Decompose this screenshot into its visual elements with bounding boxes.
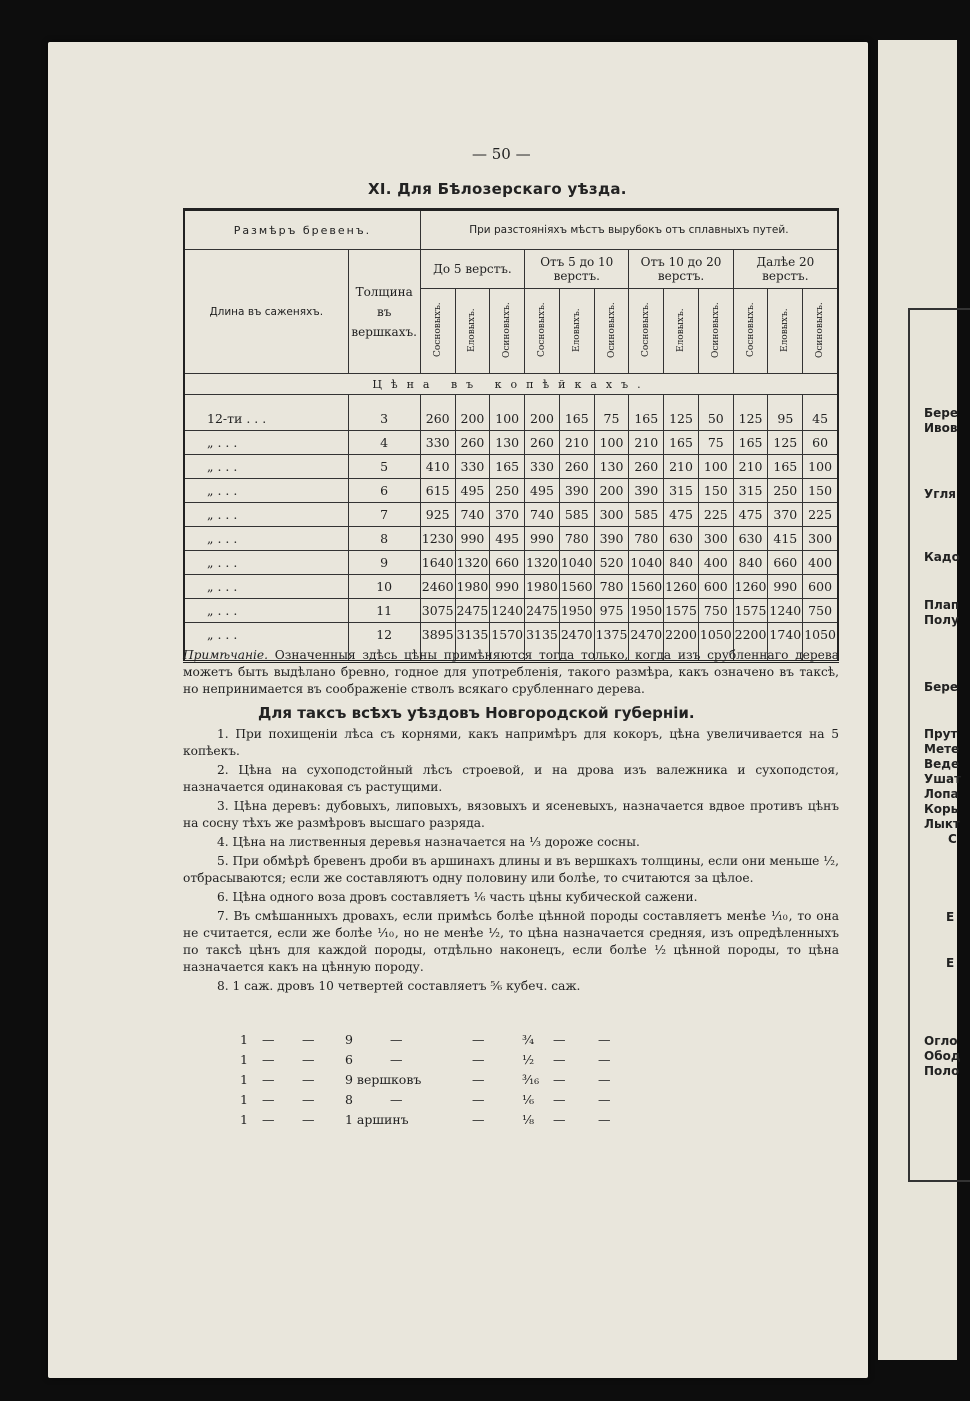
price-cell: 370	[768, 503, 803, 527]
price-cell: 225	[803, 503, 838, 527]
price-cell: 1230	[420, 527, 455, 551]
price-cell: 250	[490, 479, 525, 503]
price-cell: 300	[698, 527, 733, 551]
adjacent-word: Бере	[924, 680, 959, 694]
measure-cell: ³⁄₁₆	[522, 1072, 540, 1087]
price-cell: 315	[664, 479, 699, 503]
price-cell: 330	[455, 455, 490, 479]
length-cell: „ . . .	[184, 455, 348, 479]
measure-cell: —	[553, 1052, 566, 1067]
adjacent-word: Корь	[924, 802, 959, 816]
rule-item: 4. Цѣна на лиственныя деревья назначается на ⅓ дороже сосны.	[217, 835, 640, 849]
price-cell: 1950	[629, 599, 664, 623]
species-label: Осиновыхъ.	[606, 301, 617, 358]
price-cell: 740	[525, 503, 560, 527]
measure-cell: —	[262, 1052, 275, 1067]
measure-cell: 1	[240, 1032, 248, 1047]
table-row	[184, 395, 838, 431]
length-cell: „ . . .	[184, 431, 348, 455]
adjacent-word: Е	[946, 956, 955, 970]
adjacent-word: Мете	[924, 742, 960, 756]
price-cell: 3135	[455, 623, 490, 662]
price-cell: 1640	[420, 551, 455, 575]
table-row	[184, 527, 838, 551]
price-cell: 1040	[559, 551, 594, 575]
price-cell: 165	[629, 395, 664, 431]
measure-cell: 9	[345, 1032, 353, 1047]
price-cell: 2200	[664, 623, 699, 662]
species-label: Сосновыхъ.	[536, 302, 547, 357]
price-cell: 990	[490, 575, 525, 599]
price-cell: 990	[525, 527, 560, 551]
measure-cell: 1	[240, 1092, 248, 1107]
species-header	[768, 289, 803, 374]
species-header	[629, 289, 664, 374]
measure-cell: —	[262, 1112, 275, 1127]
price-cell: 165	[559, 395, 594, 431]
price-cell: 600	[803, 575, 838, 599]
price-cell: 990	[768, 575, 803, 599]
species-label: Еловыхъ.	[467, 307, 478, 352]
species-header	[803, 289, 838, 374]
thickness-cell: 5	[348, 455, 420, 479]
price-cell: 780	[559, 527, 594, 551]
length-cell: 12-ти . . .	[184, 395, 348, 431]
price-cell: 200	[525, 395, 560, 431]
price-cell: 780	[594, 575, 629, 599]
measure-cell: —	[262, 1032, 275, 1047]
species-header	[455, 289, 490, 374]
price-cell: 2475	[525, 599, 560, 623]
measure-cell: —	[598, 1032, 611, 1047]
price-cell: 520	[594, 551, 629, 575]
rule-item: 8. 1 саж. дровъ 10 четвертей составляетъ ⅚ кубеч. саж.	[217, 979, 581, 993]
price-cell: 1575	[664, 599, 699, 623]
price-cell: 260	[629, 455, 664, 479]
species-label: Еловыхъ.	[676, 307, 687, 352]
measure-cell: —	[390, 1032, 403, 1047]
adjacent-word: Кадо	[924, 550, 960, 564]
table-row	[184, 503, 838, 527]
price-cell: 260	[525, 431, 560, 455]
rule-item: 2. Цѣна на сухоподстойный лѣсъ строевой, и на дрова изъ валежника и сухоподстоя, назначается одинаковая съ растущими.	[183, 763, 839, 794]
section-title: XI. Для Бѣлозерскаго уѣзда.	[368, 180, 627, 198]
species-header	[420, 289, 455, 374]
price-cell: 400	[698, 551, 733, 575]
species-label: Осиновыхъ.	[815, 301, 826, 358]
header-length: Длина въ саженяхъ.	[184, 250, 348, 374]
price-cell: 495	[490, 527, 525, 551]
adjacent-word: Веде	[924, 757, 960, 771]
measure-cell: ½	[522, 1052, 535, 1067]
measure-cell: —	[598, 1052, 611, 1067]
price-cell: 300	[594, 503, 629, 527]
measure-cell: —	[262, 1092, 275, 1107]
thickness-cell: 7	[348, 503, 420, 527]
price-cell: 45	[803, 395, 838, 431]
price-cell: 3075	[420, 599, 455, 623]
table-row	[184, 551, 838, 575]
price-cell: 100	[698, 455, 733, 479]
length-cell: „ . . .	[184, 479, 348, 503]
thickness-cell: 12	[348, 623, 420, 662]
price-cell: 1240	[490, 599, 525, 623]
price-cell: 1980	[525, 575, 560, 599]
measure-cell: —	[598, 1112, 611, 1127]
adjacent-word: Е	[946, 910, 955, 924]
price-cell: 210	[664, 455, 699, 479]
price-cell: 585	[559, 503, 594, 527]
price-cell: 165	[664, 431, 699, 455]
header-size: Размѣръ бревенъ.	[184, 210, 420, 250]
price-cell: 585	[629, 503, 664, 527]
measure-cell: —	[472, 1092, 485, 1107]
adjacent-word: Полу	[924, 613, 959, 627]
species-header	[490, 289, 525, 374]
adjacent-word: Обод	[924, 1049, 961, 1063]
measure-cell: —	[302, 1052, 315, 1067]
measure-cell: —	[553, 1032, 566, 1047]
price-cell: 125	[664, 395, 699, 431]
adjacent-word: С	[948, 832, 957, 846]
price-cell: 75	[698, 431, 733, 455]
price-cell: 1260	[733, 575, 768, 599]
price-cell: 260	[455, 431, 490, 455]
measure-cell: —	[553, 1092, 566, 1107]
measure-cell: 1	[240, 1072, 248, 1087]
price-cell: 2470	[559, 623, 594, 662]
species-header	[664, 289, 699, 374]
species-label: Сосновыхъ.	[745, 302, 756, 357]
measure-cell: —	[598, 1092, 611, 1107]
price-cell: 225	[698, 503, 733, 527]
price-cell: 780	[629, 527, 664, 551]
price-cell: 495	[525, 479, 560, 503]
header-thickness: Толщина въ вершкахъ.	[348, 250, 420, 374]
group-0: До 5 верстъ.	[420, 250, 524, 289]
price-cell: 95	[768, 395, 803, 431]
price-cell: 210	[559, 431, 594, 455]
price-cell: 750	[698, 599, 733, 623]
price-cell: 1260	[664, 575, 699, 599]
adjacent-word: Ушат	[924, 772, 962, 786]
price-cell: 315	[733, 479, 768, 503]
price-cell: 130	[490, 431, 525, 455]
group-2: Отъ 10 до 20 верстъ.	[629, 250, 733, 289]
price-cell: 1980	[455, 575, 490, 599]
price-cell: 370	[490, 503, 525, 527]
measure-cell: 8	[345, 1092, 353, 1107]
price-cell: 1575	[733, 599, 768, 623]
measure-cell: —	[472, 1032, 485, 1047]
price-cell: 630	[664, 527, 699, 551]
table-row	[184, 431, 838, 455]
length-cell: „ . . .	[184, 503, 348, 527]
measure-cell: ⅛	[522, 1112, 535, 1127]
adjacent-word: Лопа	[924, 787, 959, 801]
rule-item: 7. Въ смѣшанныхъ дровахъ, если примѣсь болѣе цѣнной породы составляетъ менѣе ⅒, то она не считается, если же болѣе ⅒, но не менѣе ½, то цѣна назначается средняя, изъ опредѣленныхъ по таксѣ цѣнъ для каждой породы, отдѣльно наконецъ, если болѣе ½ цѣнной породы, то цѣна назначается какъ на цѣнную породу.	[183, 909, 839, 974]
price-cell: 615	[420, 479, 455, 503]
length-cell: „ . . .	[184, 527, 348, 551]
price-cell: 3135	[525, 623, 560, 662]
price-cell: 75	[594, 395, 629, 431]
thickness-cell: 3	[348, 395, 420, 431]
price-cell: 1050	[803, 623, 838, 662]
adjacent-word: Прут	[924, 727, 958, 741]
measure-cell: 1	[240, 1112, 248, 1127]
group-3: Далѣе 20 верстъ.	[733, 250, 838, 289]
price-cell: 165	[490, 455, 525, 479]
measure-cell: —	[553, 1072, 566, 1087]
price-cell: 100	[594, 431, 629, 455]
measure-cell: ⅙	[522, 1092, 535, 1107]
measure-cell: 1 аршинъ	[345, 1112, 409, 1127]
price-cell: 2475	[455, 599, 490, 623]
price-cell: 660	[768, 551, 803, 575]
price-cell: 260	[559, 455, 594, 479]
price-caption: Цѣна въ копѣйкахъ.	[184, 374, 838, 395]
measure-cell: —	[302, 1032, 315, 1047]
measure-cell: —	[598, 1072, 611, 1087]
species-header	[733, 289, 768, 374]
price-cell: 400	[803, 551, 838, 575]
species-header	[698, 289, 733, 374]
thickness-cell: 8	[348, 527, 420, 551]
measure-cell: —	[262, 1072, 275, 1087]
price-cell: 130	[594, 455, 629, 479]
price-cell: 1320	[455, 551, 490, 575]
price-cell: 1240	[768, 599, 803, 623]
price-cell: 330	[525, 455, 560, 479]
thickness-cell: 11	[348, 599, 420, 623]
price-cell: 165	[733, 431, 768, 455]
price-cell: 3895	[420, 623, 455, 662]
price-cell: 50	[698, 395, 733, 431]
measure-cell: 6	[345, 1052, 353, 1067]
species-header	[559, 289, 594, 374]
price-cell: 2460	[420, 575, 455, 599]
price-cell: 210	[733, 455, 768, 479]
price-cell: 660	[490, 551, 525, 575]
price-cell: 60	[803, 431, 838, 455]
price-cell: 260	[420, 395, 455, 431]
thickness-cell: 6	[348, 479, 420, 503]
rule-item: 6. Цѣна одного воза дровъ составляетъ ⅙ часть цѣны кубической сажени.	[217, 890, 698, 904]
price-cell: 410	[420, 455, 455, 479]
price-cell: 475	[733, 503, 768, 527]
header-distance: При разстояніяхъ мѣстъ вырубокъ отъ сплавныхъ путей.	[420, 210, 838, 250]
price-cell: 1740	[768, 623, 803, 662]
price-cell: 840	[664, 551, 699, 575]
price-cell: 125	[733, 395, 768, 431]
price-cell: 250	[768, 479, 803, 503]
price-cell: 600	[698, 575, 733, 599]
table-row	[184, 599, 838, 623]
measure-cell: —	[390, 1092, 403, 1107]
note	[183, 647, 839, 698]
price-cell: 1320	[525, 551, 560, 575]
rule-item: 5. При обмѣрѣ бревенъ дроби въ аршинахъ длины и въ вершкахъ толщины, если они меньше ½, отбрасываются; если же составляютъ одну половину или болѣе, то считаются за цѣлое.	[183, 854, 839, 885]
adjacent-word: Лыкт	[924, 817, 960, 831]
measure-cell: —	[472, 1052, 485, 1067]
species-label: Осиновыхъ.	[502, 301, 513, 358]
price-cell: 2200	[733, 623, 768, 662]
table-row	[184, 479, 838, 503]
price-table	[183, 208, 839, 663]
adjacent-word: Угля	[924, 487, 957, 501]
rule-item: 1. При похищеніи лѣса съ корнями, какъ напримѣръ для кокоръ, цѣна увеличивается на 5 копѣекъ.	[183, 727, 839, 758]
measure-cell: —	[302, 1112, 315, 1127]
adjacent-word: Поло	[924, 1064, 960, 1078]
length-cell: „ . . .	[184, 575, 348, 599]
table-row	[184, 455, 838, 479]
price-cell: 100	[490, 395, 525, 431]
thickness-cell: 10	[348, 575, 420, 599]
adjacent-word: Огло	[924, 1034, 958, 1048]
adjacent-page-edge	[878, 40, 960, 1360]
price-cell: 150	[698, 479, 733, 503]
adjacent-word: Ивов	[924, 421, 958, 435]
price-cell: 925	[420, 503, 455, 527]
measure-cell: ¾	[522, 1032, 535, 1047]
measure-cell: —	[553, 1112, 566, 1127]
price-cell: 1570	[490, 623, 525, 662]
price-cell: 330	[420, 431, 455, 455]
price-cell: 390	[559, 479, 594, 503]
note-text: Означенныя здѣсь цѣны примѣняются тогда только, когда изъ срубленнаго дерева можетъ быть выдѣлано бревно, годное для употребленія, такого размѣра, какъ означено въ таксѣ, но непринимается въ соображеніе стволъ всякаго срубленнаго дерева.	[183, 648, 839, 696]
group-1: Отъ 5 до 10 верстъ.	[525, 250, 629, 289]
price-cell: 1560	[559, 575, 594, 599]
species-label: Сосновыхъ.	[641, 302, 652, 357]
price-cell: 300	[803, 527, 838, 551]
price-cell: 2470	[629, 623, 664, 662]
price-cell: 165	[768, 455, 803, 479]
price-cell: 390	[594, 527, 629, 551]
adjacent-word: Бере	[924, 406, 959, 420]
price-cell: 1560	[629, 575, 664, 599]
price-cell: 975	[594, 599, 629, 623]
price-cell: 1040	[629, 551, 664, 575]
measure-cell: —	[302, 1072, 315, 1087]
rule-item: 3. Цѣна деревъ: дубовыхъ, липовыхъ, вязовыхъ и ясеневыхъ, назначается вдвое противъ цѣнъ на сосну тѣхъ же размѣровъ высшаго разряда.	[183, 799, 839, 830]
measure-cell: —	[302, 1092, 315, 1107]
price-cell: 750	[803, 599, 838, 623]
price-cell: 1375	[594, 623, 629, 662]
measure-cell: —	[390, 1052, 403, 1067]
species-label: Сосновыхъ.	[432, 302, 443, 357]
rules-list	[183, 726, 839, 997]
species-header	[525, 289, 560, 374]
species-label: Осиновыхъ.	[710, 301, 721, 358]
rules-title: Для таксъ всѣхъ уѣздовъ Новгородской губерніи.	[258, 704, 695, 722]
measure-cell: 9 вершковъ	[345, 1072, 422, 1087]
measure-cell: —	[472, 1112, 485, 1127]
species-label: Еловыхъ.	[571, 307, 582, 352]
price-cell: 740	[455, 503, 490, 527]
price-cell: 150	[803, 479, 838, 503]
length-cell: „ . . .	[184, 551, 348, 575]
price-cell: 415	[768, 527, 803, 551]
price-cell: 200	[594, 479, 629, 503]
price-cell: 390	[629, 479, 664, 503]
length-cell: „ . . .	[184, 599, 348, 623]
price-cell: 1050	[698, 623, 733, 662]
price-cell: 840	[733, 551, 768, 575]
price-cell: 990	[455, 527, 490, 551]
species-label: Еловыхъ.	[780, 307, 791, 352]
price-cell: 475	[664, 503, 699, 527]
thickness-cell: 4	[348, 431, 420, 455]
length-cell: „ . . .	[184, 623, 348, 662]
page-number: — 50 —	[472, 145, 531, 163]
price-cell: 100	[803, 455, 838, 479]
measure-cell: —	[472, 1072, 485, 1087]
measure-cell: 1	[240, 1052, 248, 1067]
price-cell: 125	[768, 431, 803, 455]
thickness-cell: 9	[348, 551, 420, 575]
price-cell: 1950	[559, 599, 594, 623]
species-header	[594, 289, 629, 374]
adjacent-word: Плап	[924, 598, 960, 612]
table-row	[184, 575, 838, 599]
price-cell: 200	[455, 395, 490, 431]
price-cell: 210	[629, 431, 664, 455]
price-cell: 495	[455, 479, 490, 503]
price-cell: 630	[733, 527, 768, 551]
note-label: Примѣчаніе.	[183, 648, 268, 662]
